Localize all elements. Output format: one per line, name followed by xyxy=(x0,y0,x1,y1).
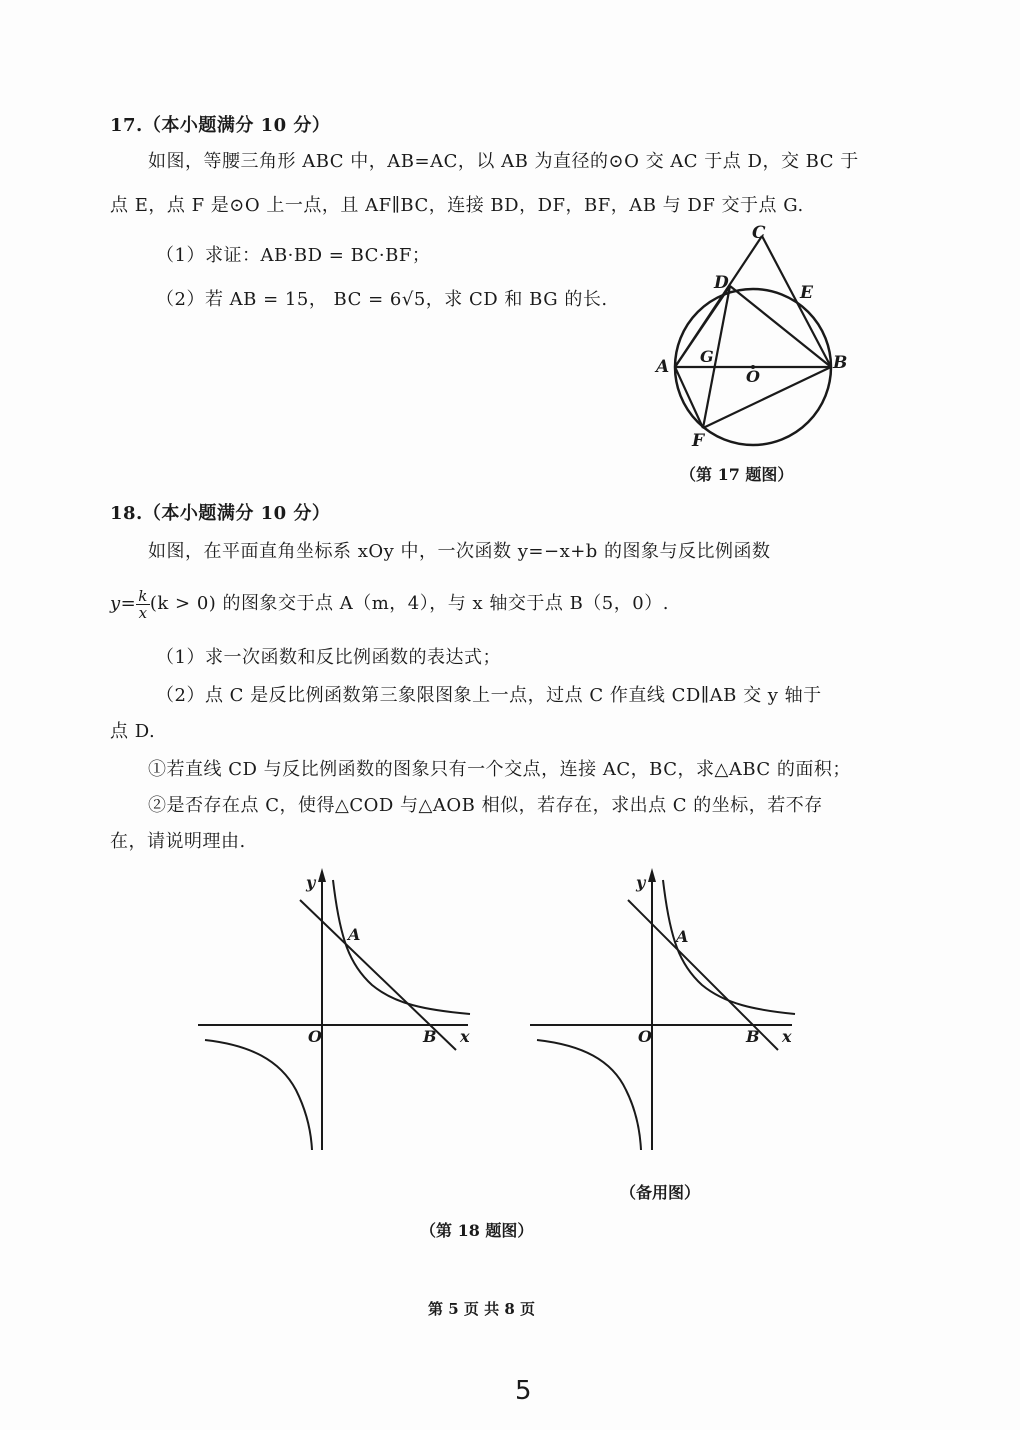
q17-text-line1: 如图，等腰三角形 ABC 中，AB=AC，以 AB 为直径的⊙O 交 AC 于点 D，交 BC 于 xyxy=(148,151,859,172)
q18-graph-main xyxy=(195,870,485,1160)
axis-label-y: y xyxy=(306,873,316,892)
q17-caption: （第 17 题图） xyxy=(680,465,794,484)
segment-bc xyxy=(762,236,831,367)
label-a: A xyxy=(656,357,670,377)
hyperbola-q3 xyxy=(537,1040,641,1150)
hyperbola-q1 xyxy=(663,880,795,1014)
axis-label-x: x xyxy=(782,1027,792,1046)
segment-bd xyxy=(730,286,831,367)
q18-backup-caption: （备用图） xyxy=(620,1183,701,1202)
axis-label-y: y xyxy=(636,873,646,892)
q18-line2-rest: (k > 0) 的图象交于点 A（m，4），与 x 轴交于点 B（5，0）. xyxy=(149,593,669,614)
q18-part2-line2: 点 D. xyxy=(110,721,156,742)
q17-figure xyxy=(650,220,870,460)
label-point-a: A xyxy=(676,927,689,946)
page-number: 5 xyxy=(515,1376,532,1406)
q18-part1: （1）求一次函数和反比例函数的表达式； xyxy=(156,647,501,668)
q18-y-equals: y= xyxy=(110,593,137,614)
q18-sub2-line2: 在，请说明理由. xyxy=(110,831,246,852)
label-origin: O xyxy=(308,1027,322,1046)
label-point-b: B xyxy=(423,1027,437,1046)
y-arrow-icon xyxy=(648,868,656,882)
segment-af xyxy=(675,367,703,428)
axis-label-x: x xyxy=(460,1027,470,1046)
label-b: B xyxy=(833,353,848,373)
hyperbola-q3 xyxy=(205,1040,312,1150)
q18-caption: （第 18 题图） xyxy=(420,1221,534,1240)
q18-part2-line1: （2）点 C 是反比例函数第三象限图象上一点，过点 C 作直线 CD∥AB 交 y 轴于 xyxy=(156,685,822,706)
q18-text-line1: 如图，在平面直角坐标系 xOy 中，一次函数 y=−x+b 的图象与反比例函数 xyxy=(148,541,771,562)
label-g: G xyxy=(700,347,714,366)
q18-fraction xyxy=(136,588,150,621)
label-point-a: A xyxy=(348,925,361,944)
label-c: C xyxy=(752,223,766,243)
q18-graph-backup xyxy=(528,870,808,1160)
label-origin: O xyxy=(638,1027,652,1046)
q17-text-line2: 点 E，点 F 是⊙O 上一点，且 AF∥BC，连接 BD，DF，BF，AB 与 DF 交于点 G. xyxy=(110,195,804,216)
page-footer: 第 5 页 共 8 页 xyxy=(428,1300,535,1318)
q18-frac-num: k xyxy=(138,586,148,605)
q18-frac-den: x xyxy=(138,603,148,622)
q17-part2: （2）若 AB = 15， BC = 6√5，求 CD 和 BG 的长. xyxy=(156,289,608,310)
label-f: F xyxy=(692,431,705,451)
q18-sub1: ①若直线 CD 与反比例函数的图象只有一个交点，连接 AC，BC，求△ABC 的面积； xyxy=(148,759,851,780)
q17-header: 17.（本小题满分 10 分） xyxy=(110,115,331,136)
label-e: E xyxy=(800,283,813,303)
q18-sub2-line1: ②是否存在点 C，使得△COD 与△AOB 相似，若存在，求出点 C 的坐标，若不存 xyxy=(148,795,823,816)
q17-part1: （1）求证：AB·BD = BC·BF； xyxy=(156,245,431,266)
hyperbola-q1 xyxy=(333,880,470,1014)
q18-text-line2 xyxy=(110,584,669,624)
q18-header: 18.（本小题满分 10 分） xyxy=(110,503,331,524)
label-d: D xyxy=(714,273,729,293)
label-point-b: B xyxy=(746,1027,760,1046)
label-o: O xyxy=(746,367,760,386)
y-arrow-icon xyxy=(318,868,326,882)
